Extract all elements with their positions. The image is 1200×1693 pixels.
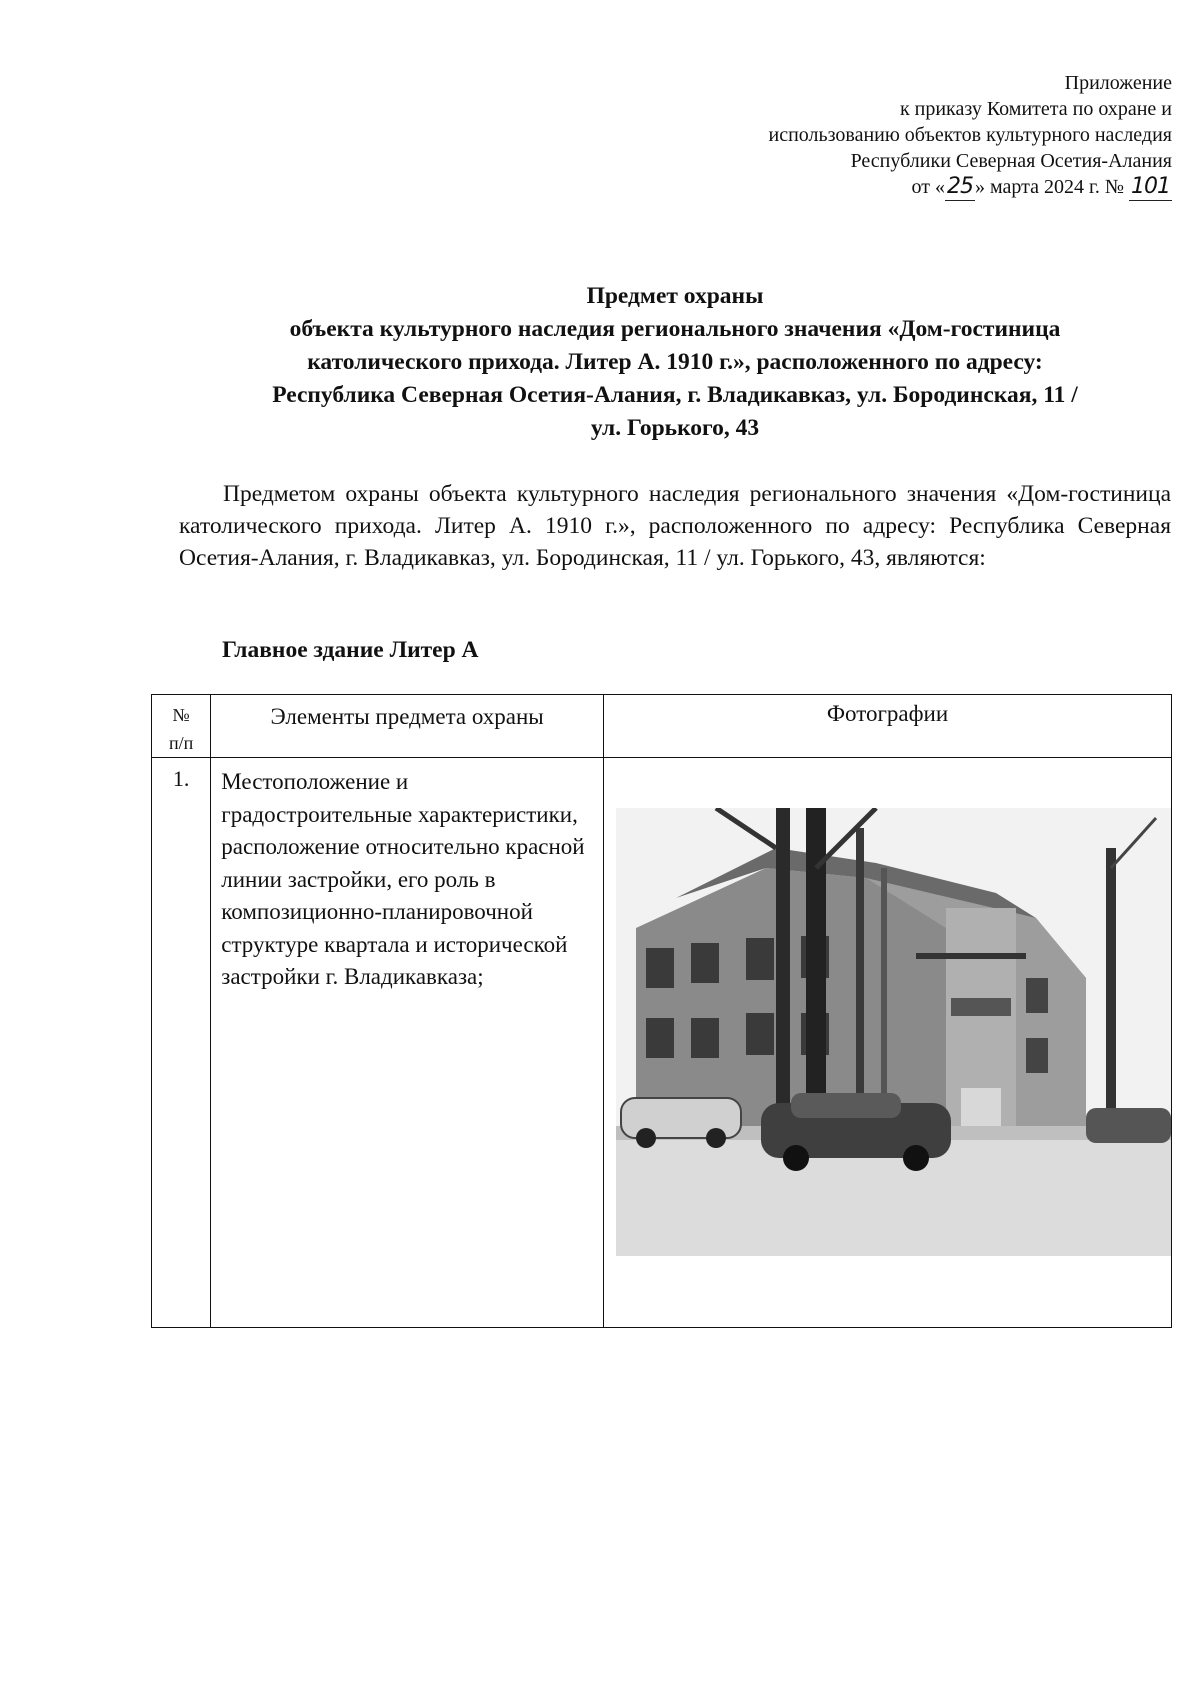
appendix-date-line xyxy=(612,174,1172,201)
header-number xyxy=(152,695,211,758)
handwritten-date-day: 25 xyxy=(946,174,973,199)
section-heading: Главное здание Литер А xyxy=(222,637,479,663)
header-elements: Элементы предмета охраны xyxy=(211,695,604,758)
document-title xyxy=(150,280,1200,445)
title-line-5: ул. Горького, 43 xyxy=(590,415,760,441)
header-photos: Фотографии xyxy=(604,695,1172,758)
building-photo xyxy=(616,808,1171,1256)
header-number-abbr: п/п xyxy=(168,733,194,753)
appendix-order-ref: к приказу Комитета по охране и xyxy=(899,98,1172,120)
title-line-3: католического прихода. Литер А. 1910 г.», расположенного по адресу: xyxy=(307,349,1043,375)
protection-elements-table xyxy=(151,694,1172,1328)
header-number-symbol: № xyxy=(172,705,190,725)
intro-paragraph: Предметом охраны объекта культурного наследия регионального значения «Дом-гостиница католического прихода. Литер А. 1910 г.», расположенного по адресу: Республика Северная Осетия-Алания, г. Владикавказ, ул. Бородинская, 11 / ул. Горького, 43, являются: xyxy=(179,481,1171,571)
row-photo-cell xyxy=(604,758,1172,1328)
row-number: 1. xyxy=(152,758,211,1328)
handwritten-order-number: 101 xyxy=(1131,174,1170,199)
date-suffix: » марта 2024 г. № xyxy=(974,176,1124,198)
title-line-4: Республика Северная Осетия-Алания, г. Владикавказ, ул. Бородинская, 11 / xyxy=(272,382,1078,408)
row-element-text: Местоположение и градостроительные характеристики, расположение относительно красной линии застройки, его роль в композиционно-планировочной структуре квартала и исторической застройки г. Владикавказа; xyxy=(211,758,604,1328)
appendix-header xyxy=(612,70,1172,201)
appendix-republic: Республики Северная Осетия-Алания xyxy=(850,150,1172,172)
title-line-1: Предмет охраны xyxy=(586,283,764,309)
title-line-2: объекта культурного наследия регионального значения «Дом-гостиница xyxy=(289,316,1061,342)
appendix-label: Приложение xyxy=(1064,72,1172,94)
date-prefix: от « xyxy=(911,176,945,198)
table-header-row xyxy=(152,695,1172,758)
appendix-committee: использованию объектов культурного наследия xyxy=(768,124,1172,146)
table-row xyxy=(152,758,1172,1328)
